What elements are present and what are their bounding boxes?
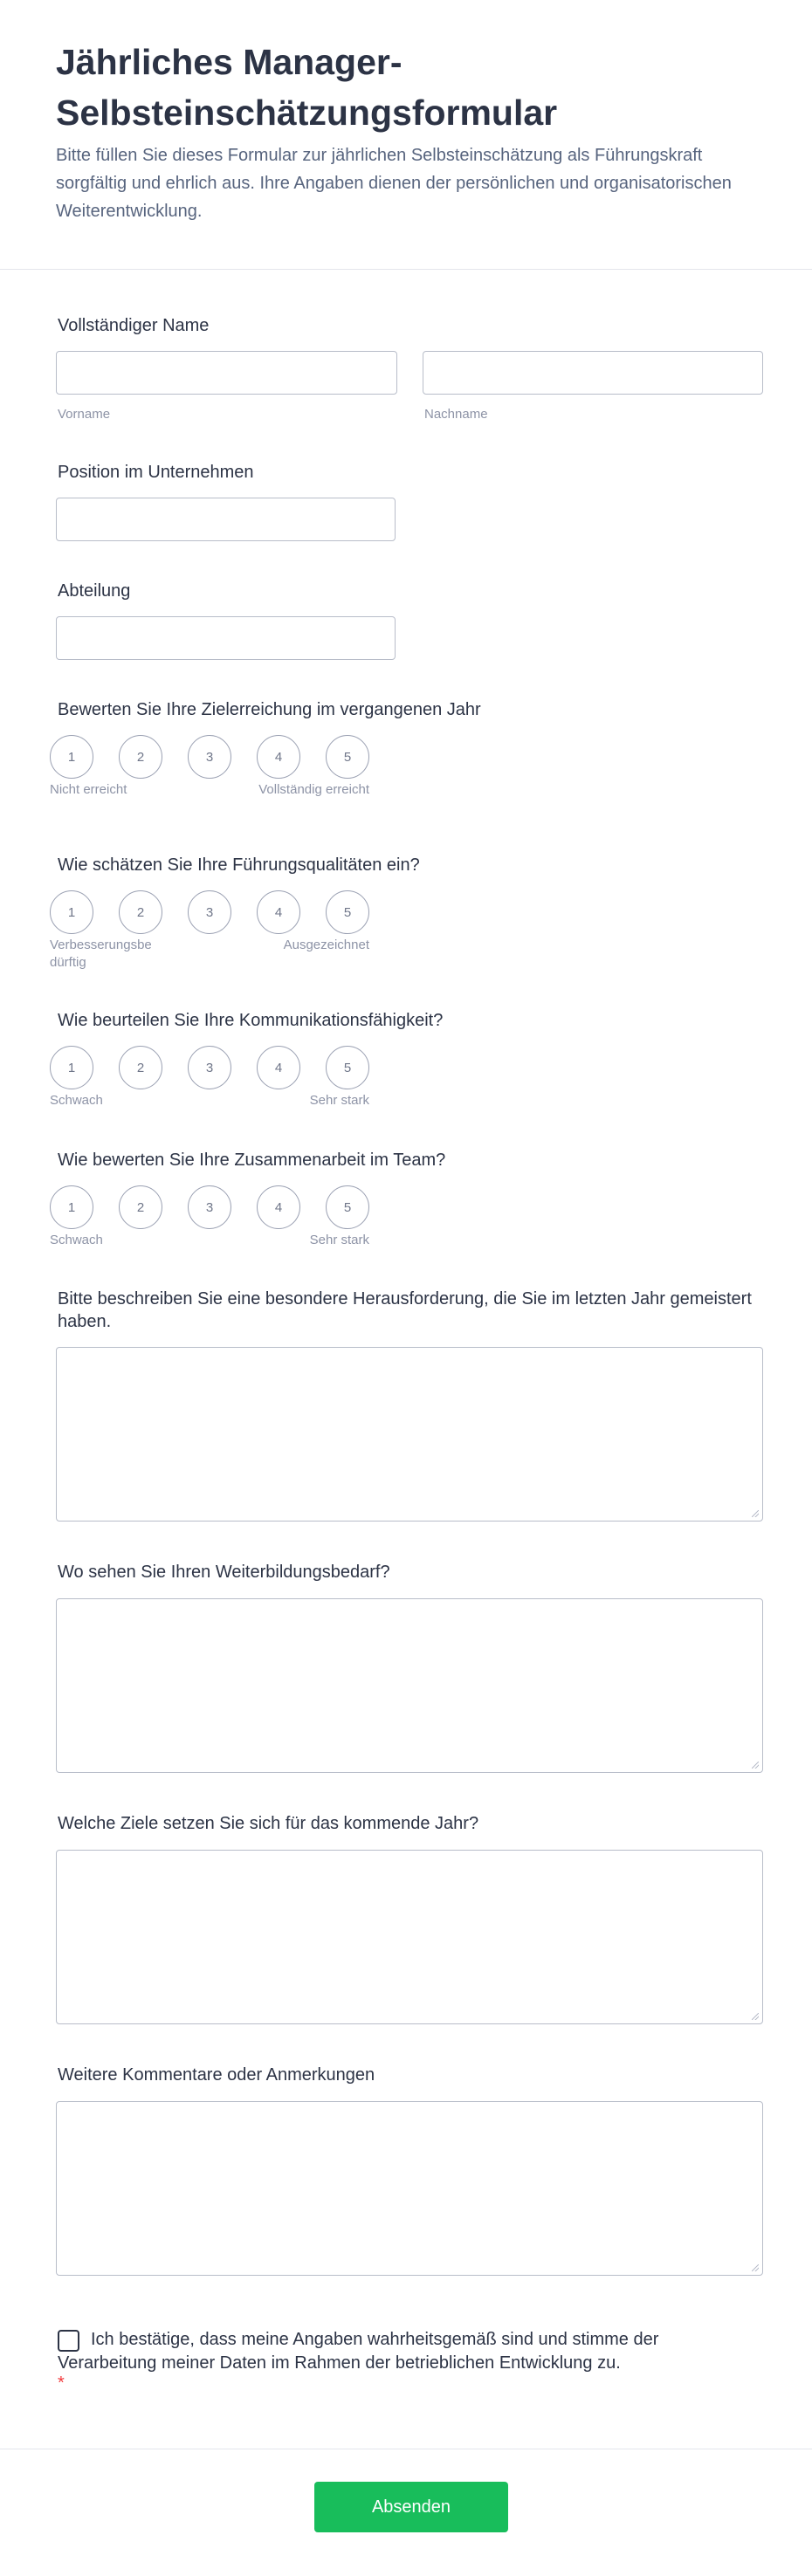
last-name-sublabel: Nachname	[424, 407, 488, 422]
position-input[interactable]	[56, 498, 396, 541]
rating-option[interactable]: 4	[257, 735, 300, 779]
rating-option[interactable]: 2	[119, 1185, 162, 1229]
rating-min-label: Schwach	[50, 1093, 103, 1108]
consent-text: Ich bestätige, dass meine Angaben wahrheitsgemäß sind und stimme der Verarbeitung meiner Daten im Rahmen der betrieblichen Entwicklung zu.	[58, 2330, 659, 2373]
rating-option[interactable]: 1	[50, 735, 93, 779]
challenge-label: Bitte beschreiben Sie eine besondere Herausforderung, die Sie im letzten Jahr gemeistert haben.	[58, 1289, 752, 1331]
rating-option[interactable]: 4	[257, 890, 300, 934]
rating-option[interactable]: 4	[257, 1046, 300, 1089]
comments-label: Weitere Kommentare oder Anmerkungen	[58, 2065, 375, 2085]
rating-max-label: Sehr stark	[309, 1233, 369, 1247]
comments-textarea[interactable]	[56, 2101, 763, 2276]
rating-min-label: Schwach	[50, 1233, 103, 1247]
rating-option[interactable]: 3	[188, 1046, 231, 1089]
rating-leadership-scale	[0, 890, 812, 978]
position-label: Position im Unternehmen	[58, 463, 254, 482]
required-asterisk: *	[58, 2373, 65, 2393]
rating-option[interactable]: 5	[326, 890, 369, 934]
next-year-goals-label: Welche Ziele setzen Sie sich für das kommende Jahr?	[58, 1814, 479, 1833]
rating-teamwork-scale	[0, 1185, 812, 1255]
rating-max-label: Vollständig erreicht	[258, 782, 369, 797]
rating-option[interactable]: 5	[326, 1185, 369, 1229]
next-year-goals-textarea[interactable]	[56, 1850, 763, 2024]
full-name-label: Vollständiger Name	[58, 316, 210, 335]
rating-max-label: Sehr stark	[309, 1093, 369, 1108]
rating-option[interactable]: 1	[50, 890, 93, 934]
rating-goal-achievement-scale	[0, 735, 812, 822]
rating-option[interactable]: 3	[188, 735, 231, 779]
form-description: Bitte füllen Sie dieses Formular zur jährlichen Selbsteinschätzung als Führungskraft sorgfältig und ehrlich aus. Ihre Angaben dienen der persönlichen und organisatorischen Weiterentwicklung.	[56, 146, 732, 221]
rating-communication-label: Wie beurteilen Sie Ihre Kommunikationsfähigkeit?	[58, 1011, 444, 1030]
first-name-input[interactable]	[56, 351, 397, 395]
department-input[interactable]	[56, 616, 396, 660]
rating-option[interactable]: 3	[188, 890, 231, 934]
rating-option[interactable]: 4	[257, 1185, 300, 1229]
rating-option[interactable]: 5	[326, 735, 369, 779]
rating-goal-achievement-label: Bewerten Sie Ihre Zielerreichung im vergangenen Jahr	[58, 700, 481, 719]
rating-min-label: Verbesserungsbedürftig	[50, 938, 152, 970]
training-needs-textarea[interactable]	[56, 1598, 763, 1773]
form-title: Jährliches Manager-Selbsteinschätzungsformular	[56, 42, 558, 133]
rating-option[interactable]: 1	[50, 1185, 93, 1229]
department-label: Abteilung	[58, 581, 131, 601]
rating-teamwork-label: Wie bewerten Sie Ihre Zusammenarbeit im Team?	[58, 1151, 446, 1170]
rating-leadership-label: Wie schätzen Sie Ihre Führungsqualitäten ein?	[58, 855, 420, 875]
rating-max-label: Ausgezeichnet	[283, 938, 369, 952]
rating-option[interactable]: 3	[188, 1185, 231, 1229]
rating-option[interactable]: 2	[119, 1046, 162, 1089]
rating-option[interactable]: 1	[50, 1046, 93, 1089]
form-header	[0, 0, 812, 270]
training-needs-label: Wo sehen Sie Ihren Weiterbildungsbedarf?	[58, 1563, 390, 1582]
first-name-sublabel: Vorname	[58, 407, 111, 422]
rating-communication-scale	[0, 1046, 812, 1116]
rating-option[interactable]: 2	[119, 890, 162, 934]
rating-option[interactable]: 5	[326, 1046, 369, 1089]
rating-min-label: Nicht erreicht	[50, 782, 127, 797]
rating-option[interactable]: 2	[119, 735, 162, 779]
last-name-input[interactable]	[423, 351, 763, 395]
challenge-textarea[interactable]	[56, 1347, 763, 1522]
submit-button[interactable]: Absenden	[314, 2482, 508, 2532]
